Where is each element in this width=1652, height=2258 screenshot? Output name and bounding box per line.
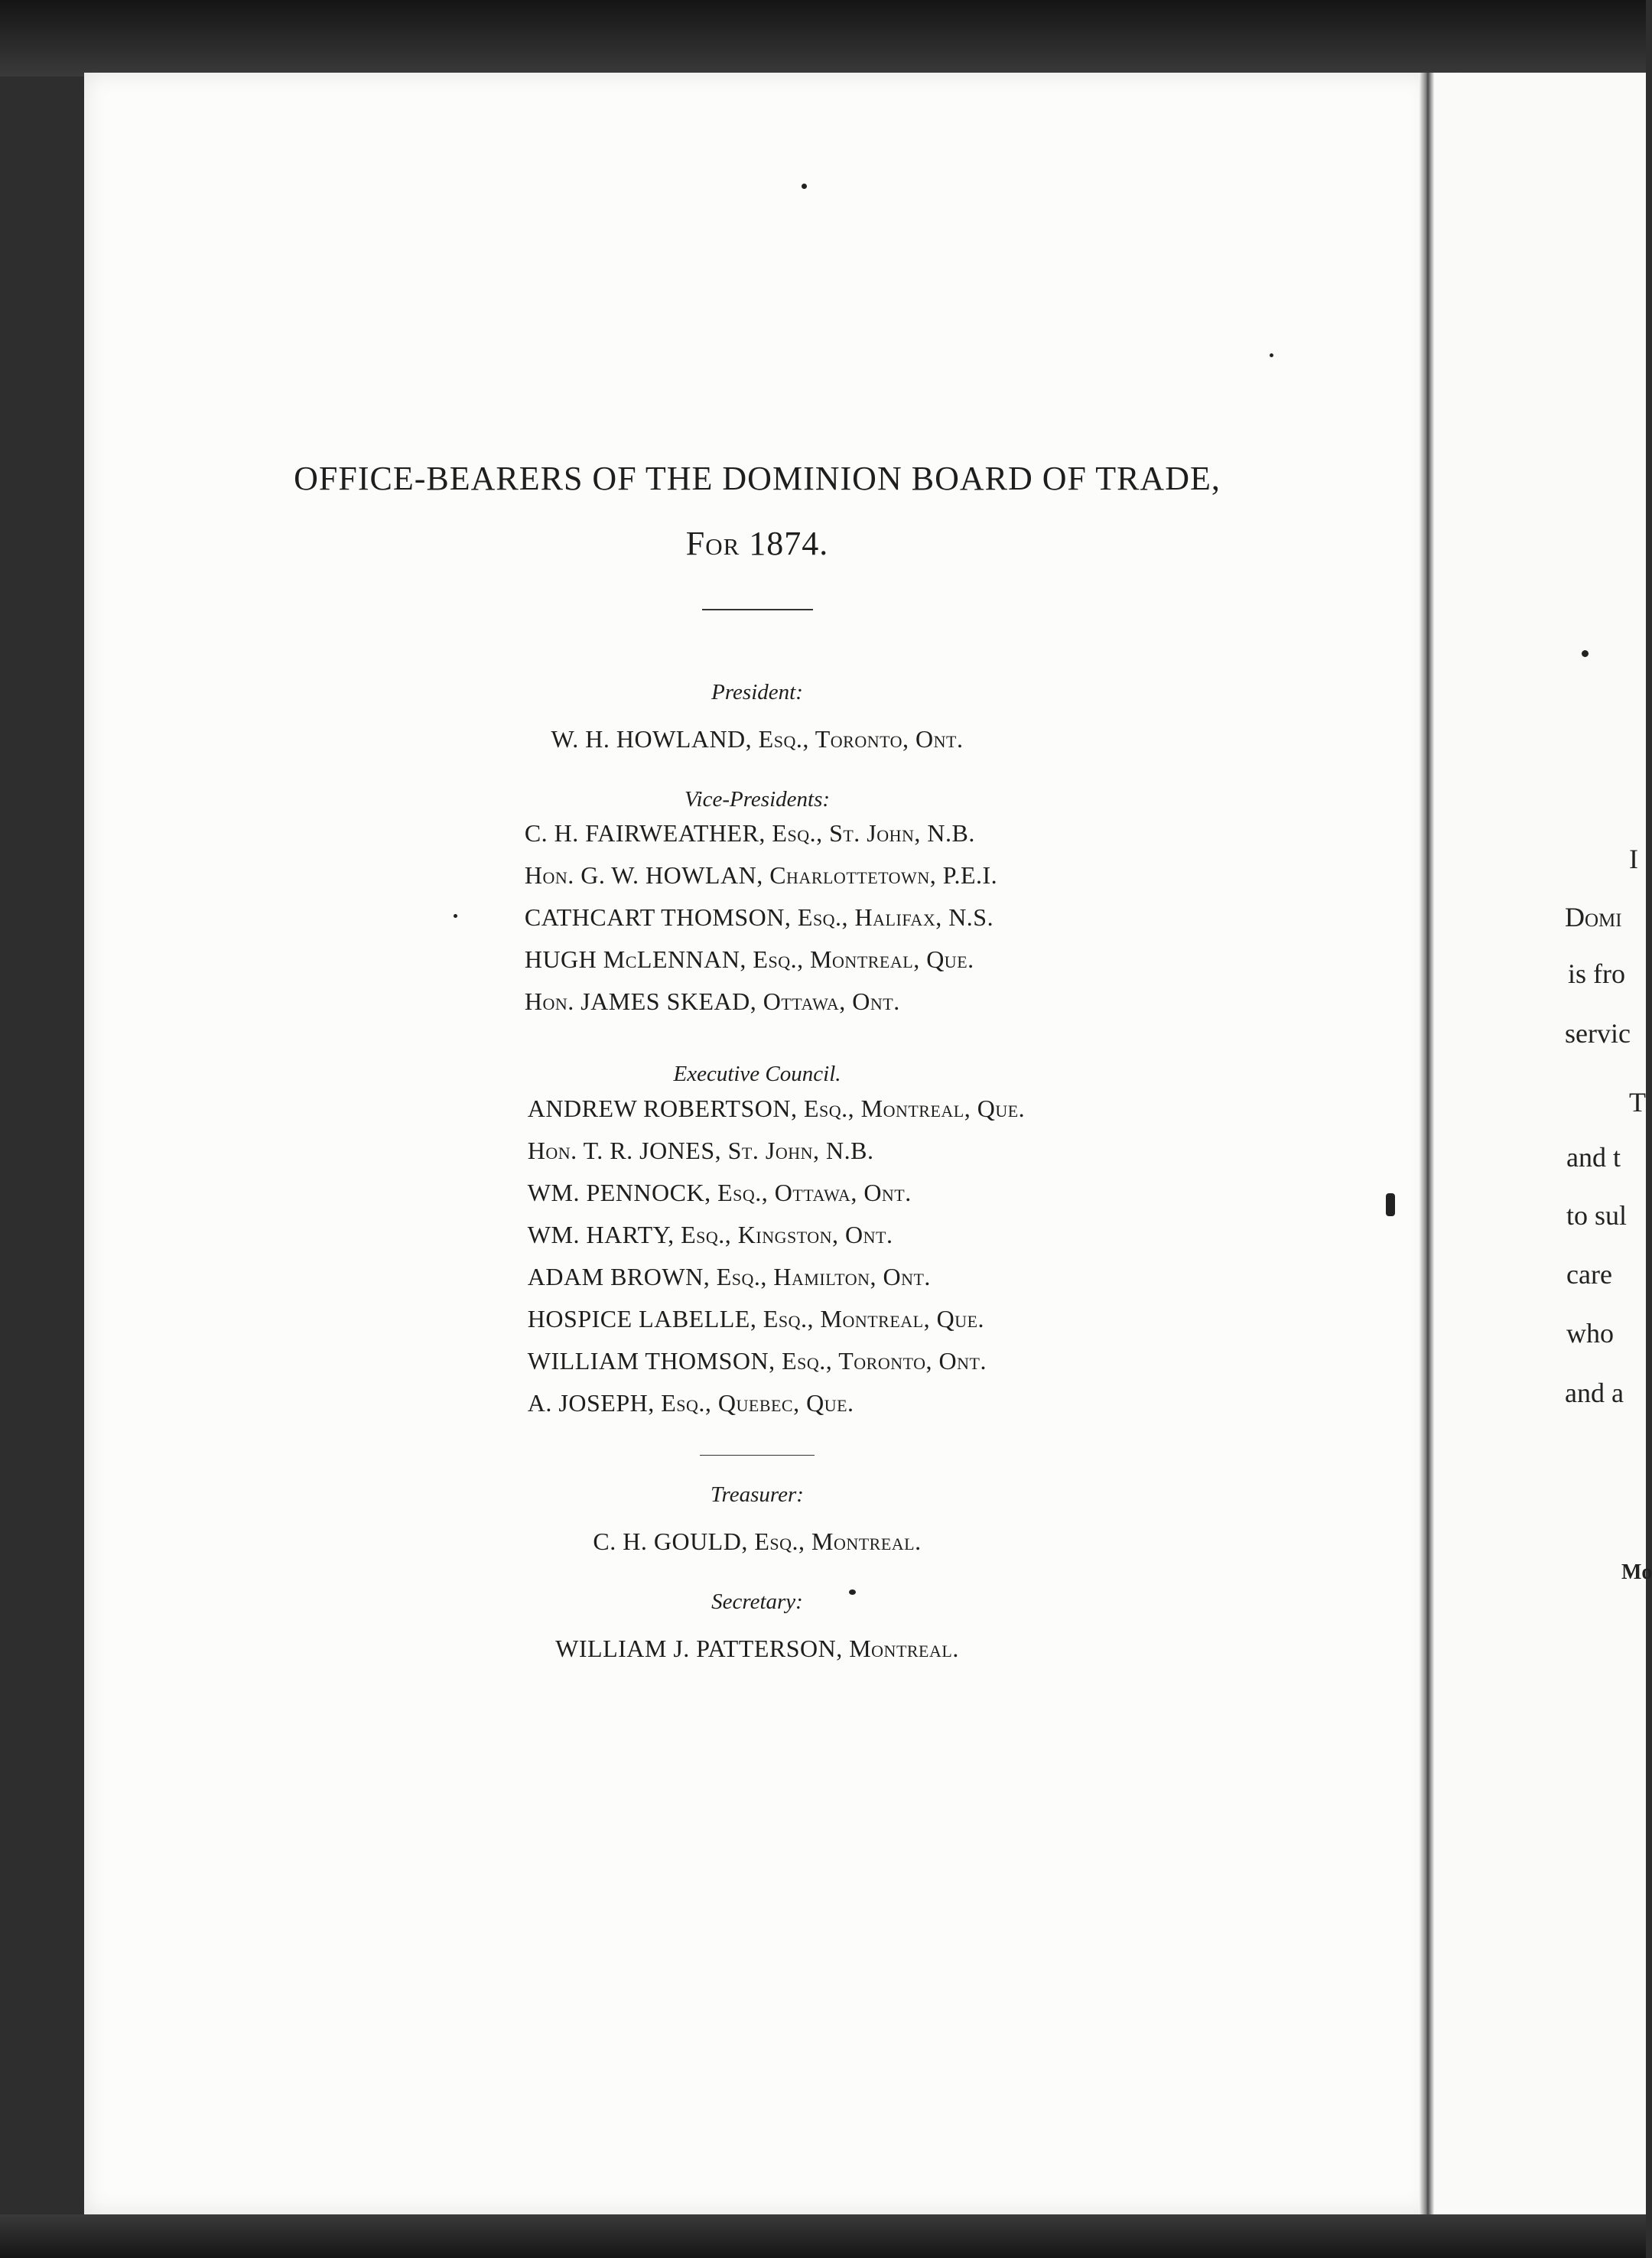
president-heading: President: bbox=[711, 679, 803, 704]
council-member-name: ADAM BROWN, Esq., Hamilton, Ont. bbox=[527, 1263, 931, 1291]
vice-president-name: C. H. FAIRWEATHER, Esq., St. John, N.B. bbox=[524, 819, 975, 848]
secretary-name: WILLIAM J. PATTERSON, Montreal. bbox=[555, 1634, 959, 1662]
right-page-fragment: to sul bbox=[1566, 1200, 1628, 1231]
president-name: W. H. HOWLAND, Esq., Toronto, Ont. bbox=[551, 724, 964, 753]
right-page-fragment: care bbox=[1566, 1259, 1612, 1290]
office-bearers-list bbox=[84, 459, 1430, 1670]
vice-president-name: Hon. JAMES SKEAD, Ottawa, Ont. bbox=[524, 987, 900, 1016]
council-member-name: WM. PENNOCK, Esq., Ottawa, Ont. bbox=[527, 1179, 912, 1207]
council-member-name: WM. HARTY, Esq., Kingston, Ont. bbox=[527, 1221, 893, 1249]
vice-president-name: HUGH McLENNAN, Esq., Montreal, Que. bbox=[524, 945, 974, 974]
scan-top-edge bbox=[0, 0, 1646, 76]
right-page-fragment: and t bbox=[1566, 1142, 1621, 1173]
scan-speck bbox=[1582, 650, 1589, 657]
executive-council-heading: Executive Council. bbox=[673, 1062, 841, 1087]
right-page-fragment: servic bbox=[1565, 1018, 1631, 1049]
right-page-fragment: I bbox=[1629, 844, 1638, 874]
page-subtitle-year: For 1874. bbox=[685, 524, 829, 562]
right-page-fragment: and a bbox=[1565, 1378, 1624, 1408]
right-page-fragment: Mo bbox=[1621, 1560, 1652, 1584]
vice-presidents-heading: Vice-Presidents: bbox=[684, 786, 831, 812]
council-member-name: HOSPICE LABELLE, Esq., Montreal, Que. bbox=[527, 1305, 985, 1333]
vice-presidents-list bbox=[525, 812, 997, 1023]
right-page-fragment: T bbox=[1629, 1087, 1646, 1118]
page-title: OFFICE-BEARERS OF THE DOMINION BOARD OF TRADE, bbox=[294, 460, 1221, 497]
scan-speck bbox=[1270, 353, 1273, 357]
title-divider bbox=[702, 609, 813, 610]
scan-bottom-edge bbox=[0, 2214, 1646, 2258]
section-divider bbox=[700, 1455, 815, 1456]
council-member-name: WILLIAM THOMSON, Esq., Toronto, Ont. bbox=[527, 1347, 987, 1375]
scan-speck bbox=[802, 184, 807, 189]
executive-council-list bbox=[528, 1088, 1025, 1424]
secretary-heading: Secretary: bbox=[711, 1589, 803, 1614]
right-page-fragment: Domi bbox=[1565, 902, 1622, 932]
right-page-fragment: who bbox=[1566, 1318, 1614, 1349]
treasurer-name: C. H. GOULD, Esq., Montreal. bbox=[593, 1527, 922, 1555]
treasurer-heading: Treasurer: bbox=[711, 1482, 804, 1508]
vice-president-name: CATHCART THOMSON, Esq., Halifax, N.S. bbox=[524, 903, 994, 932]
council-member-name: Hon. T. R. JONES, St. John, N.B. bbox=[527, 1137, 874, 1165]
vice-president-name: Hon. G. W. HOWLAN, Charlottetown, P.E.I. bbox=[524, 861, 998, 890]
right-page-fragment: is fro bbox=[1568, 958, 1625, 989]
council-member-name: ANDREW ROBERTSON, Esq., Montreal, Que. bbox=[527, 1095, 1026, 1123]
council-member-name: A. JOSEPH, Esq., Quebec, Que. bbox=[527, 1389, 854, 1417]
